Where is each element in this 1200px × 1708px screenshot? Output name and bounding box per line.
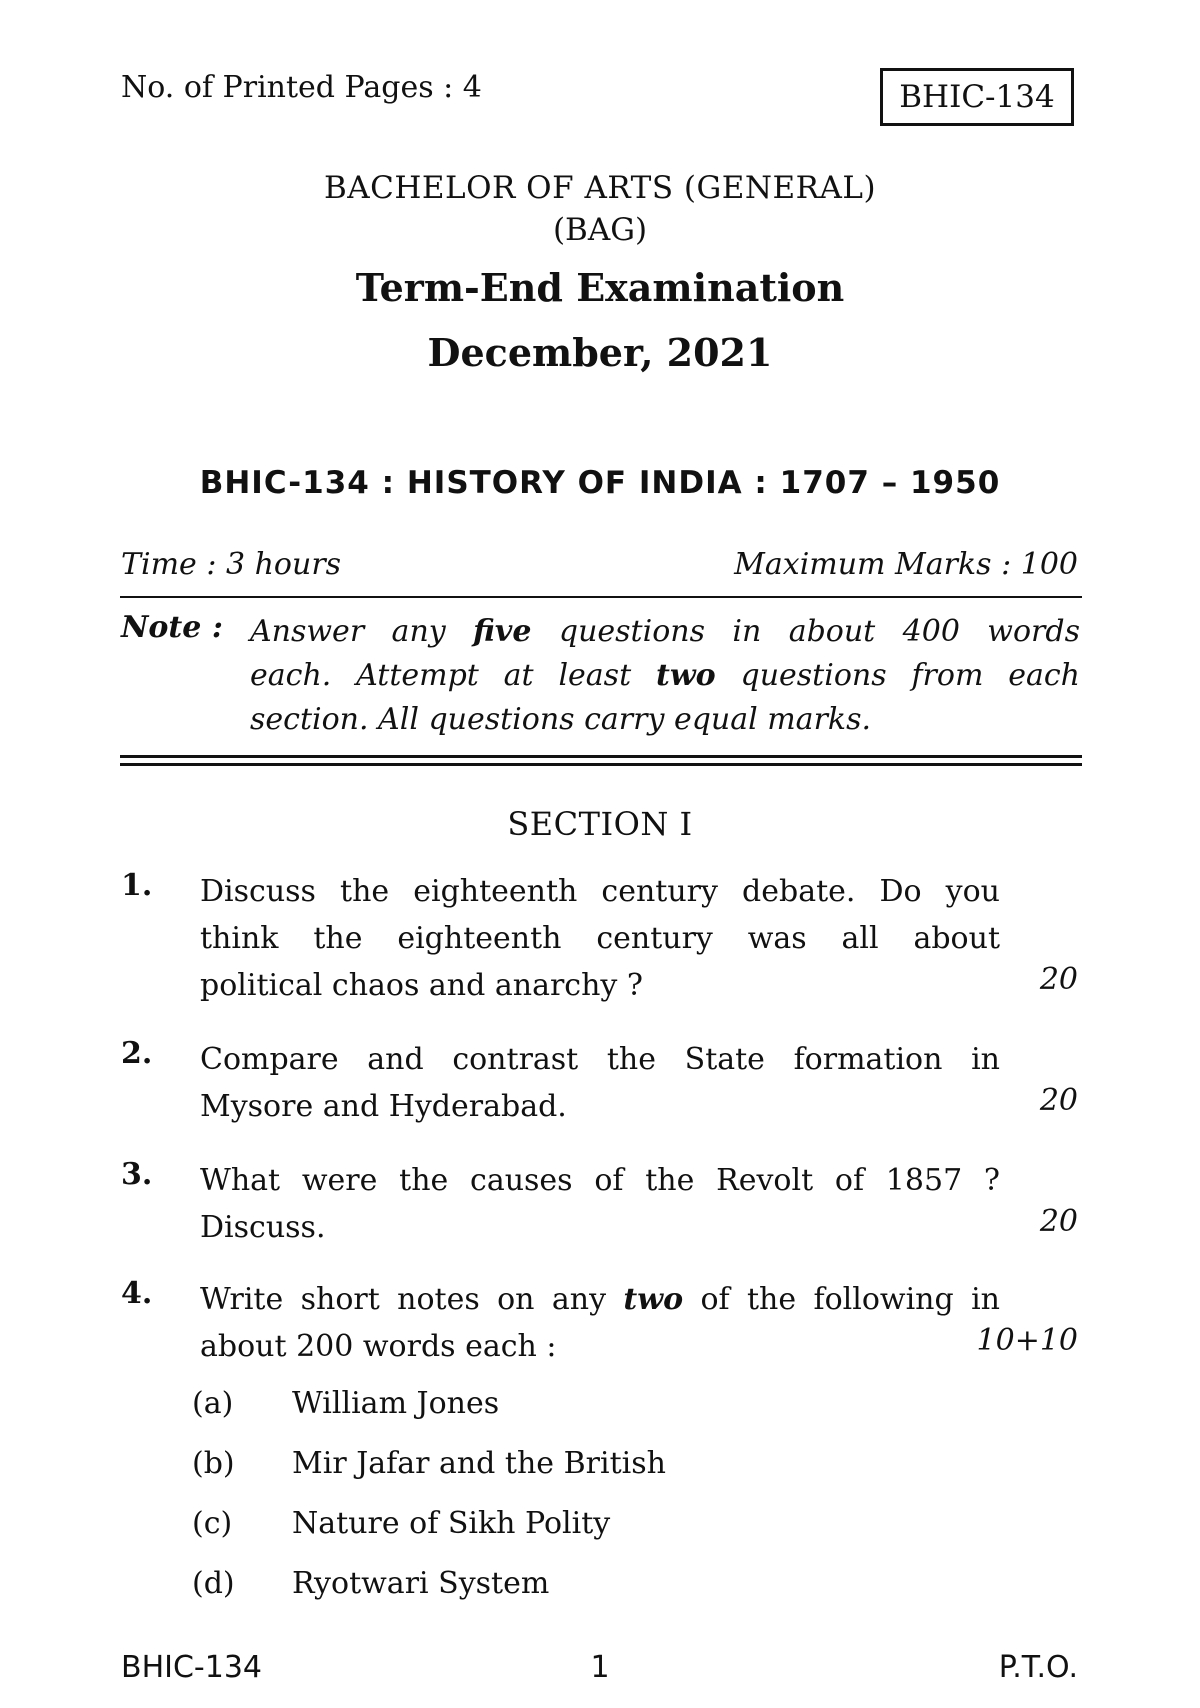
question-text: [200, 1157, 1000, 1251]
exam-title: Term-End Examination: [355, 265, 845, 310]
course-code-box: BHIC-134: [880, 68, 1074, 126]
sub-item-label: (d): [192, 1566, 235, 1601]
degree-title: BACHELOR OF ARTS (GENERAL): [323, 170, 877, 206]
question-line: about 200 words each :: [200, 1329, 557, 1364]
question-marks: 20: [1039, 1083, 1078, 1118]
maximum-marks: Maximum Marks : 100: [734, 547, 1078, 582]
question-number: 2.: [121, 1036, 153, 1071]
sub-item-text: Nature of Sikh Polity: [292, 1506, 611, 1541]
sub-item-label: (a): [192, 1386, 234, 1421]
exam-date: December, 2021: [427, 330, 773, 375]
question-number: 1.: [121, 868, 153, 903]
question-line: Compare and contrast the State formation in: [200, 1042, 1000, 1077]
question-line: Discuss the eighteenth century debate. Do you: [200, 874, 1000, 909]
question-number: 4.: [121, 1276, 153, 1311]
section-heading: SECTION I: [507, 805, 693, 843]
please-turn-over: P.T.O.: [998, 1650, 1078, 1685]
question-marks: 20: [1039, 1204, 1078, 1239]
page-number: 1: [590, 1650, 610, 1685]
sub-item-text: Ryotwari System: [292, 1566, 550, 1601]
note-line-2: each. Attempt at least two questions from each: [250, 658, 1080, 693]
question-text: [200, 868, 1000, 1009]
question-line: think the eighteenth century was all about: [200, 921, 1000, 956]
sub-item-label: (c): [192, 1506, 233, 1541]
footer-course-code: BHIC-134: [121, 1650, 263, 1685]
question-text: [200, 1276, 1000, 1370]
note-line-1: Answer any five questions in about 400 words: [250, 614, 1080, 649]
time-allowed: Time : 3 hours: [121, 547, 342, 582]
divider-rule: [120, 596, 1082, 598]
double-rule-bottom: [120, 763, 1082, 766]
double-rule-top: [120, 755, 1082, 758]
question-marks: 10+10: [976, 1323, 1078, 1358]
question-line: Discuss.: [200, 1210, 326, 1245]
question-text: [200, 1036, 1000, 1130]
question-number: 3.: [121, 1157, 153, 1192]
sub-item-text: Mir Jafar and the British: [292, 1446, 666, 1481]
note-instructions: [250, 610, 1080, 742]
sub-item-text: William Jones: [292, 1386, 500, 1421]
question-line: What were the causes of the Revolt of 1857 ?: [200, 1163, 1000, 1198]
question-marks: 20: [1039, 962, 1078, 997]
printed-pages-count: No. of Printed Pages : 4: [121, 70, 482, 105]
question-line: Write short notes on any two of the following in: [200, 1282, 1000, 1317]
course-title: BHIC-134 : HISTORY OF INDIA : 1707 – 1950: [199, 465, 1001, 501]
note-label: Note :: [121, 610, 223, 645]
question-line: political chaos and anarchy ?: [200, 968, 643, 1003]
question-line: Mysore and Hyderabad.: [200, 1089, 567, 1124]
sub-item-label: (b): [192, 1446, 235, 1481]
degree-abbreviation: (BAG): [552, 212, 648, 248]
note-line-3: section. All questions carry equal marks.: [250, 702, 872, 737]
